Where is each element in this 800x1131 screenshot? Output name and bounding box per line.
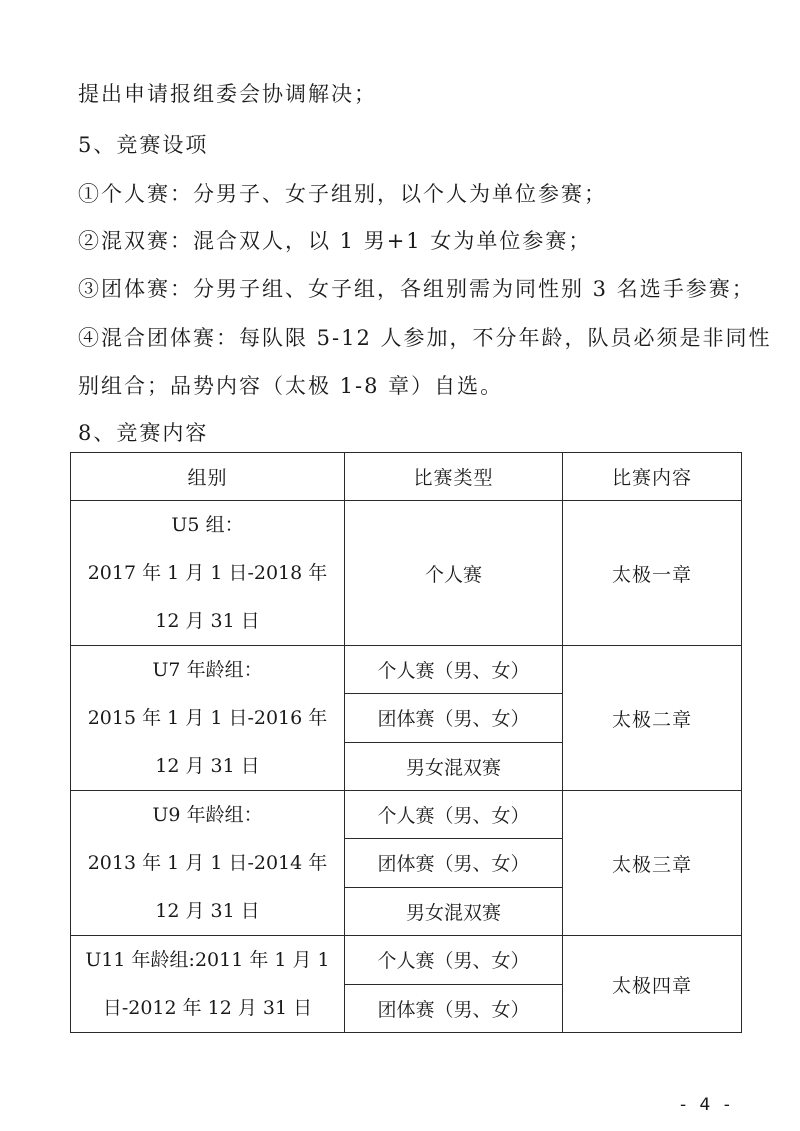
group-dates-end: 12 月 31 日 bbox=[155, 610, 260, 632]
content-cell: 太极一章 bbox=[563, 501, 742, 646]
item-individual: ①个人赛：分男子、女子组别，以个人为单位参赛； bbox=[78, 182, 607, 206]
header-content: 比赛内容 bbox=[563, 453, 742, 501]
type-cell: 个人赛（男、女） bbox=[345, 936, 563, 985]
type-cell: 个人赛（男、女） bbox=[345, 791, 563, 839]
content-cell: 太极二章 bbox=[563, 646, 742, 791]
group-label: U9 年龄组： bbox=[152, 804, 263, 826]
page-number: - 4 - bbox=[680, 1095, 734, 1115]
type-cell: 团体赛（男、女） bbox=[345, 984, 563, 1033]
content-cell: 太极四章 bbox=[563, 936, 742, 1033]
section-heading-5: 5、竞赛设项 bbox=[78, 133, 209, 157]
group-label: U7 年龄组： bbox=[152, 659, 263, 681]
table-row-u11 bbox=[71, 936, 742, 985]
group-label: U11 年龄组:2011 年 1 月 1 bbox=[85, 949, 330, 971]
group-dates: 2015 年 1 月 1 日-2016 年 bbox=[87, 707, 328, 729]
section-heading-8: 8、竞赛内容 bbox=[78, 421, 209, 445]
table-row-u9 bbox=[71, 791, 742, 839]
type-cell: 团体赛（男、女） bbox=[345, 839, 563, 887]
group-cell bbox=[71, 646, 345, 791]
group-cell bbox=[71, 501, 345, 646]
table-header-row bbox=[71, 453, 742, 501]
item-mixed-team: ④混合团体赛：每队限 5-12 人参加，不分年龄，队员必须是非同性 bbox=[78, 326, 772, 350]
group-dates: 2013 年 1 月 1 日-2014 年 bbox=[87, 852, 328, 874]
header-group: 组别 bbox=[71, 453, 345, 501]
type-cell: 男女混双赛 bbox=[345, 887, 563, 935]
type-cell: 男女混双赛 bbox=[345, 742, 563, 790]
content-cell: 太极三章 bbox=[563, 791, 742, 936]
item-mixed-team-continued: 别组合；品势内容（太极 1-8 章）自选。 bbox=[78, 374, 504, 398]
group-dates: 2017 年 1 月 1 日-2018 年 bbox=[87, 562, 328, 584]
group-cell bbox=[71, 791, 345, 936]
group-cell bbox=[71, 936, 345, 1033]
table-row-u5 bbox=[71, 501, 742, 646]
group-dates: 日-2012 年 12 月 31 日 bbox=[102, 997, 313, 1019]
type-cell: 个人赛 bbox=[345, 501, 563, 646]
text-line-1: 提出申请报组委会协调解决； bbox=[78, 82, 377, 106]
group-dates-end: 12 月 31 日 bbox=[155, 900, 260, 922]
table-row-u7 bbox=[71, 646, 742, 694]
item-mixed-pair: ②混双赛：混合双人，以 1 男+1 女为单位参赛； bbox=[78, 229, 592, 253]
header-type: 比赛类型 bbox=[345, 453, 563, 501]
competition-table bbox=[70, 452, 742, 1033]
type-cell: 个人赛（男、女） bbox=[345, 646, 563, 694]
type-cell: 团体赛（男、女） bbox=[345, 694, 563, 742]
group-label: U5 组： bbox=[171, 514, 244, 536]
group-dates-end: 12 月 31 日 bbox=[155, 755, 260, 777]
item-team: ③团体赛：分男子组、女子组，各组别需为同性别 3 名选手参赛； bbox=[78, 277, 755, 301]
